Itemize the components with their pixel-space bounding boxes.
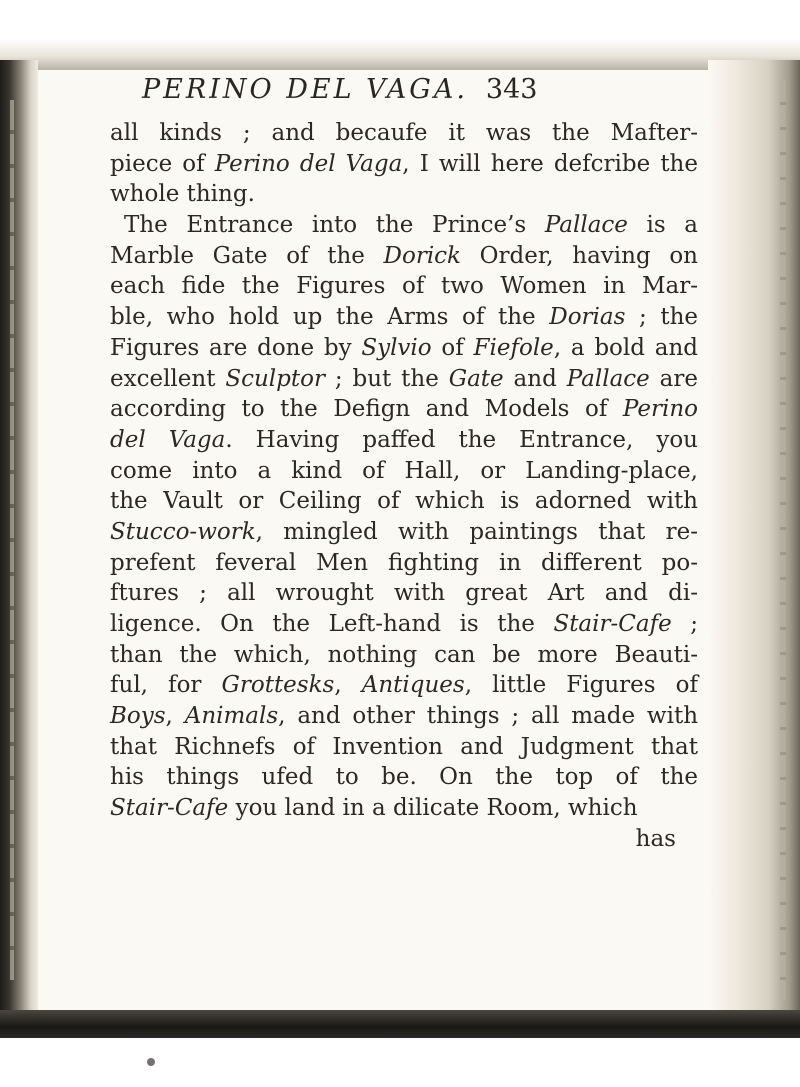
- text-line: [110, 517, 698, 548]
- italic-run: Boys: [110, 703, 166, 730]
- italic-run: Pallace: [566, 365, 650, 392]
- running-title: PERINO DEL VAGA.: [142, 74, 468, 105]
- text-line: [110, 640, 698, 671]
- text-run: ful, for: [110, 672, 222, 699]
- text-run: the Vault or Ceiling of which is adorned with: [110, 488, 698, 515]
- italic-run: Perino del Vaga: [214, 150, 403, 177]
- text-run: you land in a dilicate Room, which: [228, 795, 638, 822]
- text-line: [110, 793, 698, 824]
- text-run: ligence. On the Left-hand is the: [110, 611, 554, 637]
- page-fore-edge: [708, 60, 800, 1020]
- text-line: [110, 548, 698, 579]
- scan-bottom-edge: [0, 1010, 800, 1038]
- text-line: [110, 179, 698, 210]
- text-run: , I will here defcribe the: [402, 150, 698, 177]
- text-line: [110, 456, 698, 487]
- text-run: piece of: [110, 150, 215, 177]
- text-line: [110, 118, 698, 149]
- italic-run: Gate: [448, 365, 504, 392]
- text-run: are: [649, 365, 698, 392]
- text-run: excellent: [110, 365, 226, 392]
- text-line: [110, 302, 698, 333]
- text-run: that Richnefs of Invention and Judgment that: [110, 733, 698, 760]
- text-line: [110, 333, 698, 364]
- book-page: [52, 58, 720, 1008]
- italic-run: Sculptor: [225, 365, 325, 392]
- text-run: is a: [627, 212, 698, 239]
- text-line: [110, 578, 698, 609]
- text-run: his things ufed to be. On the top of the: [110, 764, 698, 791]
- italic-run: Stucco-work: [110, 518, 256, 545]
- text-line: [110, 241, 698, 272]
- text-line: [110, 609, 698, 640]
- italic-run: Dorick: [383, 242, 461, 269]
- text-run: prefent feveral Men fighting in different po-: [110, 549, 698, 576]
- italic-run: Sylvio: [361, 334, 432, 361]
- text-line: [110, 486, 698, 517]
- book-spine-edge: [0, 60, 38, 1020]
- text-line: [110, 271, 698, 302]
- text-run: , a bold and: [553, 334, 698, 361]
- page-number: 343: [485, 74, 538, 105]
- italic-run: Dorias: [549, 304, 626, 331]
- text-run: ftures ; all wrought with great Art and di-: [110, 580, 698, 607]
- text-line: [110, 210, 698, 241]
- text-run: according to the Defign and Models of: [110, 396, 623, 423]
- text-line: [110, 364, 698, 395]
- text-run: Marble Gate of the: [110, 242, 384, 269]
- text-run: ; but the: [324, 365, 449, 392]
- italic-run: Animals: [184, 703, 279, 730]
- text-run: has: [635, 825, 676, 852]
- italic-run: del Vaga: [110, 426, 226, 453]
- text-run: than the which, nothing can be more Beauti-: [110, 641, 698, 668]
- running-header: [142, 74, 537, 105]
- text-line: [110, 762, 698, 793]
- text-run: ble, who hold up the Arms of the: [110, 304, 550, 331]
- text-line: [110, 701, 698, 732]
- text-run: each fide the Figures of two Women in Mar-: [110, 273, 698, 300]
- text-run: all kinds ; and becaufe it was the Mafter-: [110, 120, 698, 146]
- text-run: Figures are done by: [110, 334, 362, 361]
- text-line: [110, 670, 698, 701]
- text-run: , little Figures of: [464, 672, 698, 699]
- text-run: The Entrance into the Prince’s: [124, 212, 545, 239]
- text-run: ; the: [625, 304, 698, 331]
- text-run: ,: [165, 703, 185, 730]
- italic-run: Stair-Cafe: [553, 611, 672, 637]
- text-line: [110, 149, 698, 180]
- text-run: come into a kind of Hall, or Landing-place,: [110, 457, 698, 484]
- italic-run: Antiques: [361, 672, 465, 699]
- text-run: , mingled with paintings that re-: [255, 518, 698, 545]
- body-text: [110, 118, 698, 855]
- text-run: whole thing.: [110, 181, 255, 208]
- text-run: ,: [334, 672, 362, 699]
- italic-run: Fiefole: [473, 334, 554, 361]
- italic-run: Stair-Cafe: [110, 795, 229, 822]
- scan-bottom-margin: [0, 1038, 800, 1087]
- text-run: Order, having on: [461, 242, 698, 269]
- italic-run: Perino: [622, 396, 698, 423]
- italic-run: Grottesks: [221, 672, 335, 699]
- text-run: , and other things ; all made with: [278, 703, 699, 730]
- ink-blot: [147, 1058, 155, 1066]
- text-run: of: [431, 334, 474, 361]
- text-run: . Having paffed the Entrance, you: [225, 426, 698, 453]
- text-line: [110, 732, 698, 763]
- catchword: [110, 824, 698, 855]
- text-run: and: [503, 365, 567, 392]
- italic-run: Pallace: [544, 212, 628, 239]
- text-line: [110, 394, 698, 425]
- text-line: [110, 425, 698, 456]
- text-run: ;: [671, 611, 698, 637]
